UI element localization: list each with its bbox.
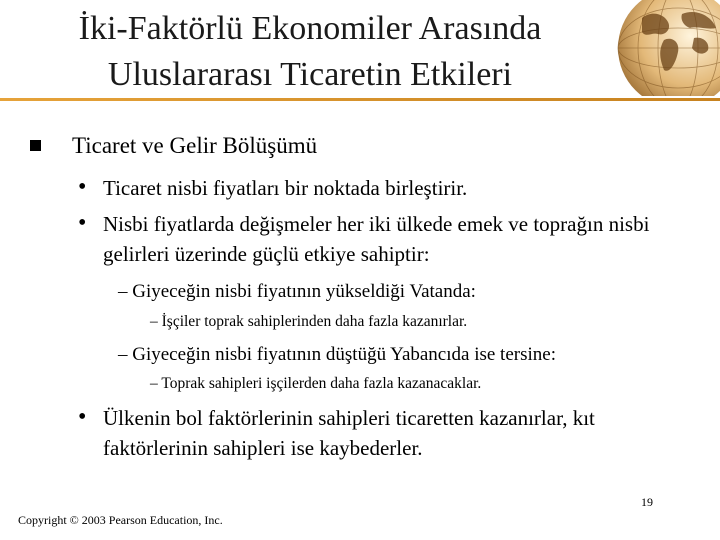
bullet-text: Nisbi fiyatlarda değişmeler her iki ülkede emek ve toprağın nisbi gelirleri üzerinde güçlü etkiye sahiptir: <box>103 212 650 266</box>
title-line-1: İki-Faktörlü Ekonomiler Arasında <box>78 10 542 47</box>
slide-title <box>20 6 600 98</box>
bullet-heading: Ticaret ve Gelir Bölüşümü <box>72 133 318 158</box>
bullet-dot-icon: • <box>78 174 87 200</box>
bullet-text: Ülkenin bol faktörlerinin sahipleri ticaretten kazanırlar, kıt faktörlerinin sahipleri ise kaybederler. <box>103 406 595 460</box>
bullet-text: Ticaret nisbi fiyatları bir noktada birleştirir. <box>103 176 468 200</box>
bullet-dot-icon: • <box>78 210 87 236</box>
sub-sub-bullet-1: – İşçiler toprak sahiplerinden daha fazla kazanırlar. <box>150 313 468 330</box>
sub-bullet-1: – Giyeceğin nisbi fiyatının yükseldiği Vatanda: <box>118 281 476 302</box>
globe-icon <box>612 0 720 96</box>
title-divider <box>0 98 720 101</box>
sub-bullet-2: – Giyeceğin nisbi fiyatının düştüğü Yabancıda ise tersine: <box>118 344 556 365</box>
page-number: 19 <box>641 495 653 509</box>
title-line-2: Uluslararası Ticaretin Etkileri <box>107 56 513 93</box>
bullet-dot-icon: • <box>78 404 87 430</box>
sub-sub-bullet-2: – Toprak sahipleri işçilerden daha fazla kazanacaklar. <box>150 375 482 392</box>
square-bullet-icon <box>30 140 41 151</box>
copyright-notice: Copyright © 2003 Pearson Education, Inc. <box>18 513 223 527</box>
